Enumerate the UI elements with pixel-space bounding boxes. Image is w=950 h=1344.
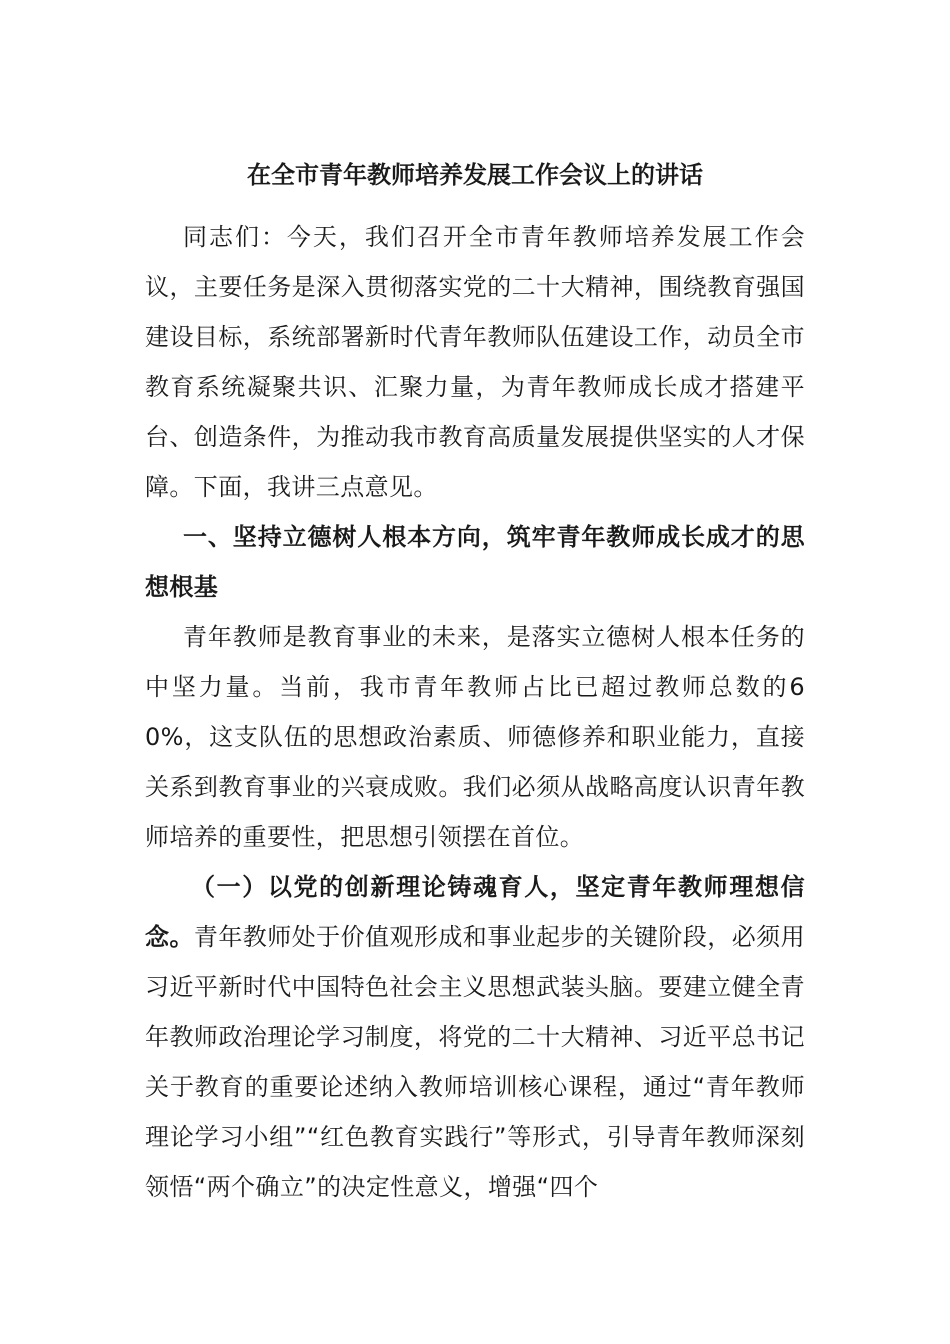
subsection-1-paragraph: [145, 862, 805, 1212]
subsection-1-lead: （一）以党的创新理论铸魂育人，坚定青年教师理想信念。: [145, 873, 805, 951]
document-title: 在全市青年教师培养发展工作会议上的讲话: [247, 161, 703, 189]
document-body: [145, 212, 805, 1212]
subsection-1-text: 青年教师处于价值观形成和事业起步的关键阶段，必须用习近平新时代中国特色社会主义思想武装头脑。要建立健全青年教师政治理论学习制度，将党的二十大精神、习近平总书记关于教育的重要论述纳入教师培训核心课程，通过“青年教师理论学习小组”“红色教育实践行”等形式，引导青年教师深刻领悟“两个确立”的决定性意义，增强“四个: [145, 923, 806, 1201]
section-heading-1: 一、坚持立德树人根本方向，筑牢青年教师成长成才的思想根基: [145, 523, 805, 601]
opening-paragraph: 同志们：今天，我们召开全市青年教师培养发展工作会议，主要任务是深入贯彻落实党的二十大精神，围绕教育强国建设目标，系统部署新时代青年教师队伍建设工作，动员全市教育系统凝聚共识、汇聚力量，为青年教师成长成才搭建平台、创造条件，为推动我市教育高质量发展提供坚实的人才保障。下面，我讲三点意见。: [145, 223, 805, 501]
section-1-paragraph: 青年教师是教育事业的未来，是落实立德树人根本任务的中坚力量。当前，我市青年教师占比已超过教师总数的60%，这支队伍的思想政治素质、师德修养和职业能力，直接关系到教育事业的兴衰成败。我们必须从战略高度认识青年教师培养的重要性，把思想引领摆在首位。: [145, 623, 805, 851]
